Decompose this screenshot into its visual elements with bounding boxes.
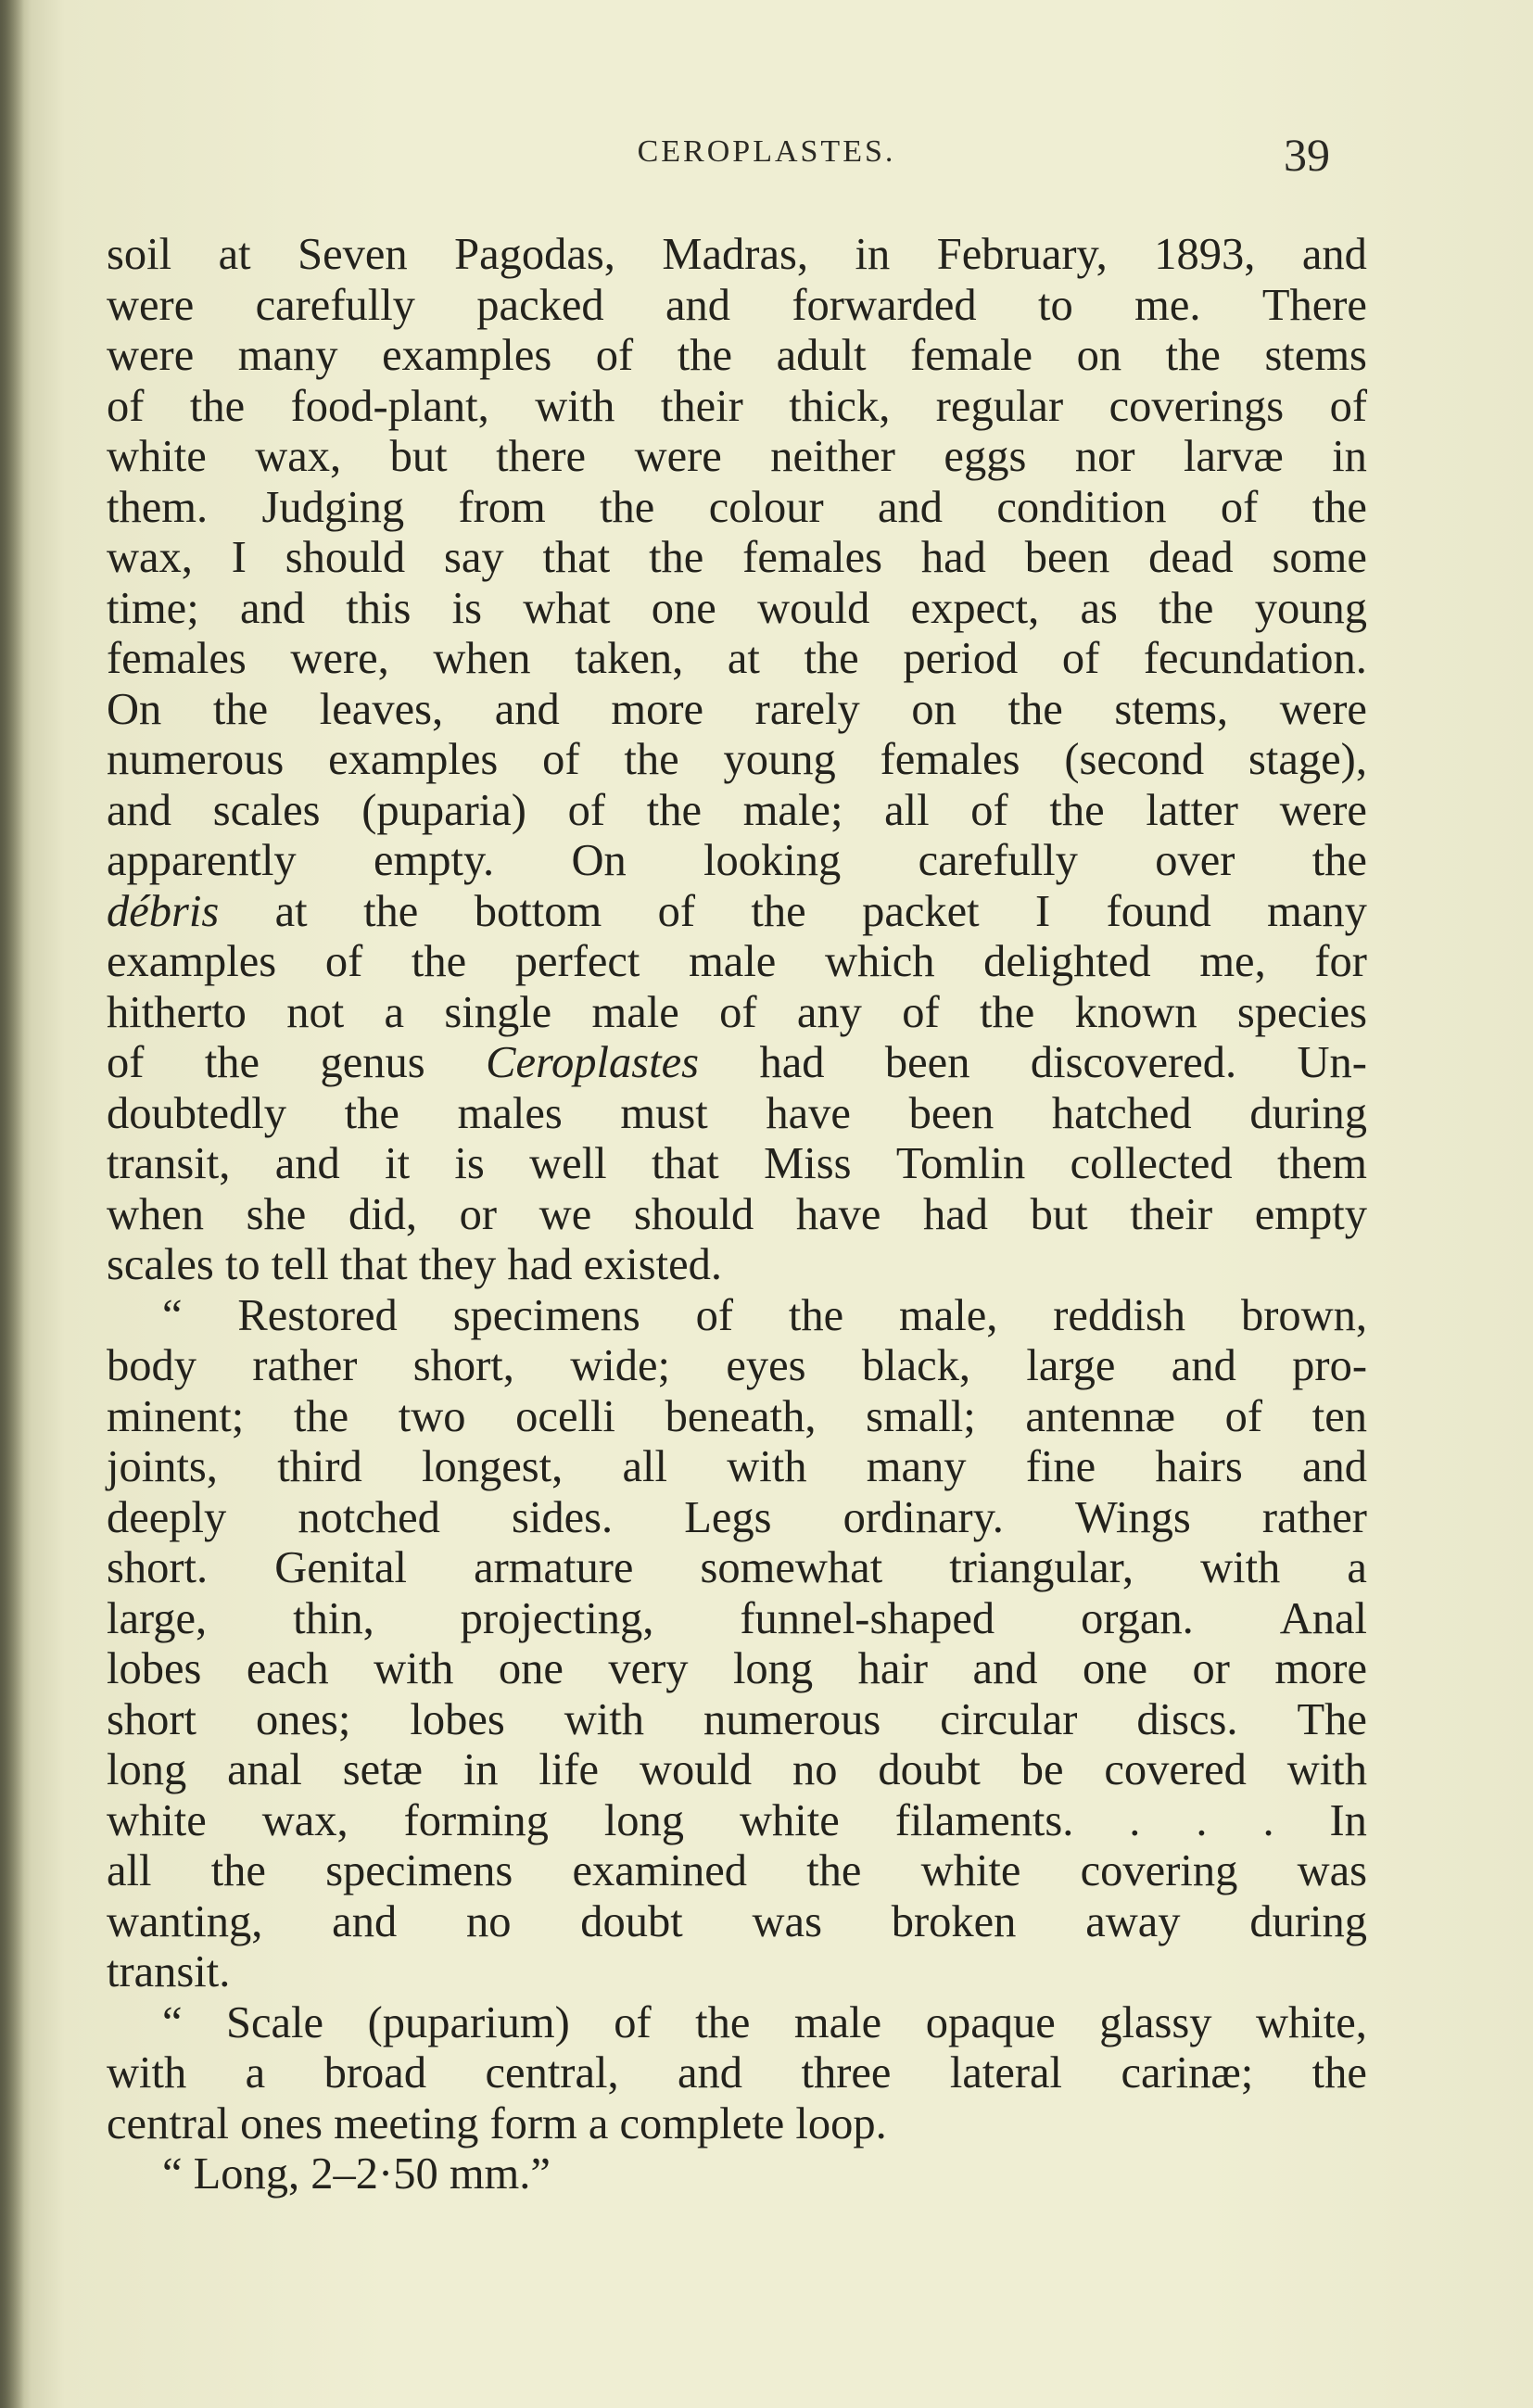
text-line: wax, I should say that the females had been dead some <box>107 533 1367 582</box>
text-line: short ones; lobes with numerous circular discs. The <box>107 1694 1367 1744</box>
text-line: “ Restored specimens of the male, reddish brown, <box>162 1290 1367 1340</box>
text-line: “ Scale (puparium) of the male opaque glassy white, <box>162 1997 1367 2047</box>
text-line: numerous examples of the young females (second stage), <box>107 735 1367 784</box>
text-line: white wax, forming long white filaments. . . . In <box>107 1795 1367 1845</box>
spine-shadow <box>0 0 24 2408</box>
text-line: minent; the two ocelli beneath, small; antennæ of ten <box>107 1391 1367 1441</box>
body-text <box>107 230 1367 2200</box>
text-line: transit, and it is well that Miss Tomlin collected them <box>107 1139 1367 1188</box>
text-line: them. Judging from the colour and condition of the <box>107 482 1367 532</box>
text-line: of the food-plant, with their thick, regular coverings of <box>107 381 1367 431</box>
text-line: were carefully packed and forwarded to me. There <box>107 280 1367 330</box>
text-line: débris at the bottom of the packet I found many <box>107 886 1367 936</box>
page-number: 39 <box>1284 129 1330 181</box>
text-line: apparently empty. On looking carefully over the <box>107 836 1367 885</box>
text-line: wanting, and no doubt was broken away during <box>107 1896 1367 1946</box>
text-line: central ones meeting form a complete loop. <box>107 2098 887 2148</box>
text-line: soil at Seven Pagodas, Madras, in February, 1893, and <box>107 230 1367 279</box>
text-line: long anal setæ in life would no doubt be covered with <box>107 1745 1367 1794</box>
text-line: hitherto not a single male of any of the known species <box>107 987 1367 1037</box>
text-line: body rather short, wide; eyes black, large and pro- <box>107 1341 1367 1390</box>
text-line: with a broad central, and three lateral carinæ; the <box>107 2048 1367 2097</box>
text-line: lobes each with one very long hair and one or more <box>107 1644 1367 1693</box>
text-line: On the leaves, and more rarely on the stems, were <box>107 684 1367 734</box>
text-line: doubtedly the males must have been hatched during <box>107 1088 1367 1138</box>
text-line: transit. <box>107 1947 231 1996</box>
text-line: white wax, but there were neither eggs nor larvæ in <box>107 432 1367 481</box>
text-line: of the genus Ceroplastes had been discovered. Un- <box>107 1038 1367 1087</box>
text-line: when she did, or we should have had but their empty <box>107 1189 1367 1239</box>
running-title: CEROPLASTES. <box>637 134 896 169</box>
text-line: deeply notched sides. Legs ordinary. Wings rather <box>107 1492 1367 1542</box>
text-line: and scales (puparia) of the male; all of the latter were <box>107 785 1367 835</box>
text-line: scales to tell that they had existed. <box>107 1240 723 1289</box>
text-line: examples of the perfect male which delighted me, for <box>107 937 1367 986</box>
text-line: joints, third longest, all with many fine hairs and <box>107 1442 1367 1491</box>
text-line: females were, when taken, at the period of fecundation. <box>107 634 1367 683</box>
text-line: “ Long, 2–2·50 mm.” <box>162 2149 551 2199</box>
text-line: short. Genital armature somewhat triangular, with a <box>107 1543 1367 1592</box>
text-line: all the specimens examined the white covering was <box>107 1846 1367 1895</box>
text-line: were many examples of the adult female on the stems <box>107 331 1367 380</box>
text-line: time; and this is what one would expect, as the young <box>107 583 1367 633</box>
text-line: large, thin, projecting, funnel-shaped organ. Anal <box>107 1593 1367 1643</box>
